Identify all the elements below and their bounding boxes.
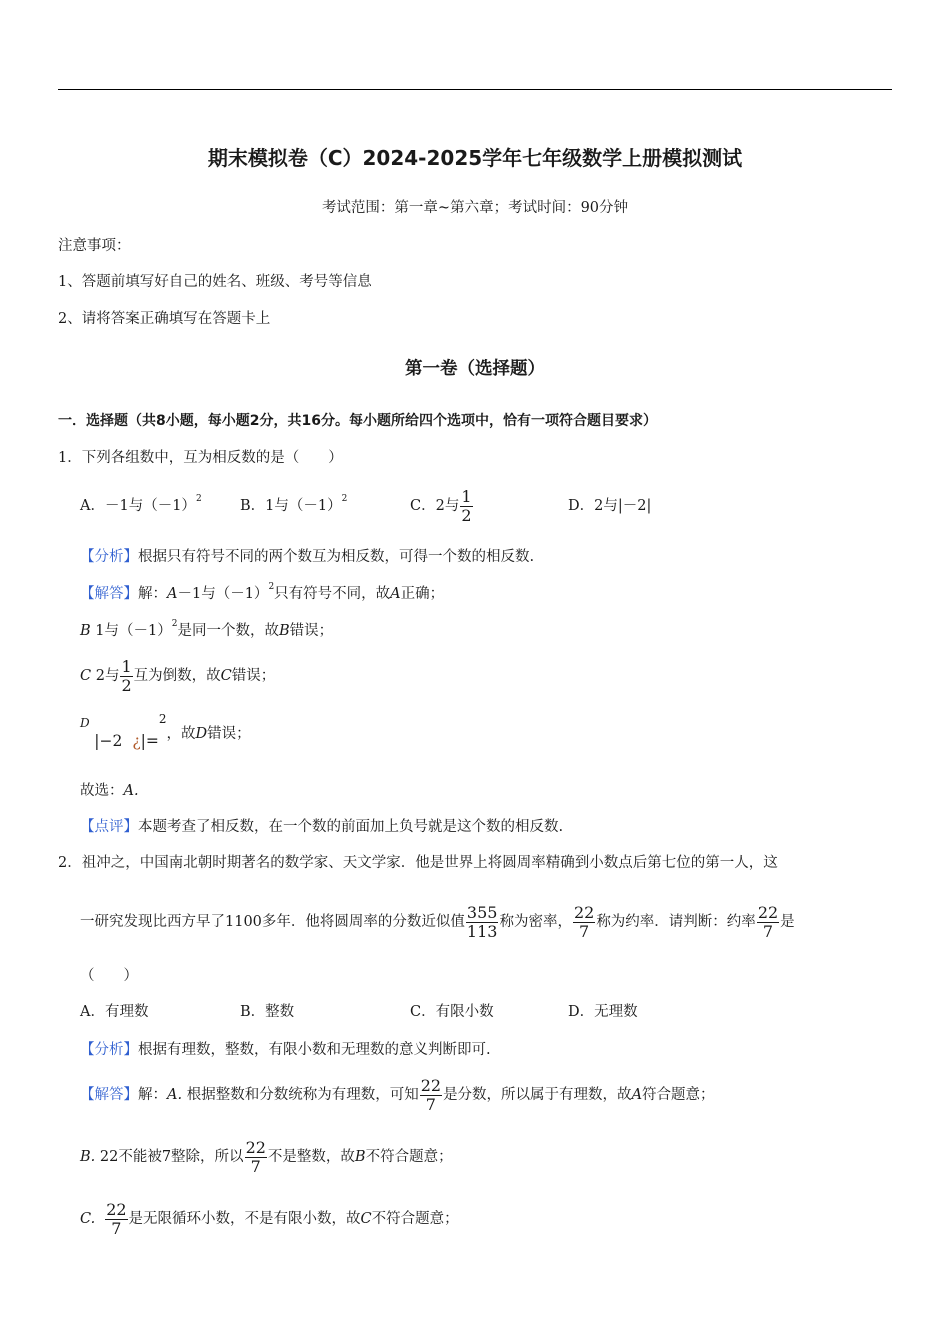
- option-letter: A.: [167, 1087, 183, 1103]
- solution-text: 只有符号不同，故: [274, 586, 391, 602]
- option-letter: B: [354, 1149, 366, 1165]
- q2-solution-line-3: [80, 1196, 459, 1242]
- choice-text: 故选：: [80, 783, 124, 799]
- analysis-tag: 【分析】: [80, 1042, 138, 1058]
- solution-text: 1与（－1）: [90, 623, 172, 639]
- fraction-numerator: 1: [461, 486, 472, 506]
- absolute-value-expression: |=: [140, 732, 159, 750]
- solution-text: 2与: [91, 668, 120, 684]
- solution-text: 错误；: [231, 668, 276, 684]
- fraction-denominator: 2: [461, 505, 472, 525]
- q1-solution-line-1: [80, 584, 444, 604]
- stem-text: 称为密率，: [499, 914, 572, 930]
- solution-text: ，故: [166, 726, 196, 742]
- fraction-numerator: 22: [106, 1199, 127, 1219]
- q2-solution-line-1: [80, 1072, 715, 1118]
- option-letter: C.: [80, 1211, 96, 1227]
- solution-text: 错误；: [207, 726, 251, 742]
- q1-option-b: [240, 496, 347, 516]
- q2-stem-line-3: （ ）: [80, 968, 138, 984]
- option-letter: A: [167, 586, 178, 602]
- option-letter: C: [220, 668, 232, 684]
- q1-option-b-label: B．: [240, 498, 266, 514]
- q1-option-b-text: 1与（－1）: [265, 498, 342, 514]
- solution-text: －1与（－1）: [177, 586, 269, 602]
- header-rule: [58, 89, 892, 90]
- q2-option-b: B．整数: [240, 1004, 295, 1020]
- exam-info: 考试范围：第一章~第六章；考试时间：90分钟: [321, 200, 629, 216]
- solution-tag: 【解答】: [80, 1087, 138, 1103]
- fraction-numerator: 355: [466, 902, 498, 922]
- exponent: 2: [171, 619, 178, 629]
- q2-analysis: [80, 1040, 491, 1060]
- q1-option-a-text: －1与（－1）: [104, 498, 196, 514]
- fraction-22-7: [420, 1075, 442, 1114]
- notes-item-2: 2、请将答案正确填写在答题卡上: [58, 311, 271, 327]
- q1-choice: [80, 781, 139, 801]
- q1-analysis: [80, 547, 534, 567]
- solution-text: 不符合题意；: [371, 1211, 459, 1227]
- option-letter: B: [278, 623, 290, 639]
- q1-solution-line-3: [80, 654, 275, 698]
- fraction-denominator: 7: [250, 1156, 261, 1176]
- q2-option-c: C．有限小数: [410, 1004, 494, 1020]
- solution-text: 符合题意；: [642, 1087, 715, 1103]
- fraction-denominator: 7: [111, 1218, 122, 1238]
- q1-option-a-label: A．: [80, 498, 105, 514]
- option-letter: D: [80, 716, 90, 730]
- section-heading: 一．选择题（共8小题，每小题2分，共16分。每小题所给四个选项中，恰有一项符合题目要求）: [58, 413, 657, 429]
- q1-option-d-label: D．: [568, 498, 595, 514]
- solution-text: 根据整数和分数统称为有理数，可知: [182, 1087, 419, 1103]
- q1-option-c: [410, 484, 474, 528]
- q2-stem-line-1: 2．祖冲之，中国南北朝时期著名的数学家、天文学家．他是世界上将圆周率精确到小数点后第七位的第一人，这: [58, 855, 778, 871]
- q1-solution-line-4: [80, 712, 251, 759]
- option-letter: A: [390, 586, 401, 602]
- q1-option-c-fraction: [460, 486, 472, 525]
- comment-tag: 【点评】: [80, 819, 138, 835]
- solution-text: 是同一个数，故: [177, 623, 279, 639]
- fraction-denominator: 7: [425, 1094, 436, 1114]
- solution-text: 是无限循环小数，不是有限小数，故: [128, 1211, 361, 1227]
- choice-letter: A.: [123, 783, 139, 799]
- fraction-22-7: [245, 1137, 267, 1176]
- q1-solution-line-2: [80, 621, 333, 641]
- solution-text: 22不能被7整除，所以: [95, 1149, 244, 1165]
- solution-text: 正确；: [400, 586, 445, 602]
- fraction: [120, 656, 132, 695]
- option-letter: C: [360, 1211, 372, 1227]
- stem-text: 是: [780, 914, 795, 930]
- solution-tag: 【解答】: [80, 586, 138, 602]
- solution-text: 是分数，所以属于有理数，故: [443, 1087, 632, 1103]
- fraction-numerator: 22: [245, 1137, 266, 1157]
- option-letter: B.: [80, 1149, 96, 1165]
- fraction-22-7: [757, 902, 779, 941]
- fraction-numerator: 22: [573, 902, 595, 922]
- q1-option-a-exponent: 2: [195, 494, 202, 504]
- solution-text: 不符合题意；: [365, 1149, 453, 1165]
- option-letter: C: [80, 668, 92, 684]
- fraction-denominator: 2: [121, 675, 132, 695]
- q1-option-c-label: C．: [410, 498, 436, 514]
- exponent: 2: [268, 582, 275, 592]
- option-letter: D: [195, 726, 208, 742]
- q2-solution-line-2: [80, 1134, 453, 1180]
- q1-option-d: [568, 496, 651, 516]
- fraction-numerator: 22: [757, 902, 779, 922]
- fraction-denominator: 7: [579, 921, 590, 941]
- page-title: 期末模拟卷（C）2024-2025学年七年级数学上册模拟测试: [207, 146, 743, 170]
- stem-text: 称为约率．请判断：约率: [596, 914, 756, 930]
- q1-analysis-text: 根据只有符号不同的两个数互为相反数，可得一个数的相反数.: [138, 549, 535, 565]
- fraction-denominator: 7: [762, 921, 774, 941]
- q1-option-d-text: 2与|－2|: [594, 498, 652, 514]
- volume-title: 第一卷（选择题）: [405, 359, 545, 379]
- solution-text: 互为倒数，故: [133, 668, 221, 684]
- q2-stem-line-2: [80, 899, 795, 945]
- q1-option-b-exponent: 2: [341, 494, 348, 504]
- fraction-22-7: [573, 902, 595, 941]
- exponent: 2: [158, 712, 167, 726]
- fraction-numerator: 22: [420, 1075, 442, 1095]
- option-letter: B: [80, 623, 91, 639]
- q1-option-a: [80, 496, 202, 516]
- notes-heading: 注意事项：: [58, 238, 131, 254]
- solution-text: 不是整数，故: [267, 1149, 355, 1165]
- fraction-22-7: [105, 1199, 127, 1238]
- solution-text: 解：: [138, 1087, 167, 1103]
- solution-text: 错误；: [289, 623, 334, 639]
- q1-comment-text: 本题考查了相反数，在一个数的前面加上负号就是这个数的相反数.: [138, 819, 564, 835]
- q2-option-d: D．无理数: [568, 1004, 638, 1020]
- analysis-tag: 【分析】: [80, 549, 138, 565]
- q1-option-c-text: 2与: [435, 498, 460, 514]
- fraction-numerator: 1: [121, 656, 132, 676]
- stem-text: 一研究发现比西方早了1100多年．他将圆周率的分数近似值: [80, 914, 465, 930]
- solution-text: 解：: [138, 586, 167, 602]
- notes-item-1: 1、答题前填写好自己的姓名、班级、考号等信息: [58, 274, 372, 290]
- fraction-denominator: 113: [466, 921, 498, 941]
- fraction-355-113: [466, 902, 499, 941]
- q2-analysis-text: 根据有理数，整数，有限小数和无理数的意义判断即可.: [138, 1042, 491, 1058]
- option-letter: A: [631, 1087, 643, 1103]
- absolute-value-expression: |−2: [94, 732, 123, 750]
- q1-stem: 1．下列各组数中，互为相反数的是（ ）: [58, 450, 343, 466]
- q2-option-a: A．有理数: [80, 1004, 149, 1020]
- q1-comment: [80, 817, 563, 837]
- garbled-character: ¿: [132, 732, 141, 750]
